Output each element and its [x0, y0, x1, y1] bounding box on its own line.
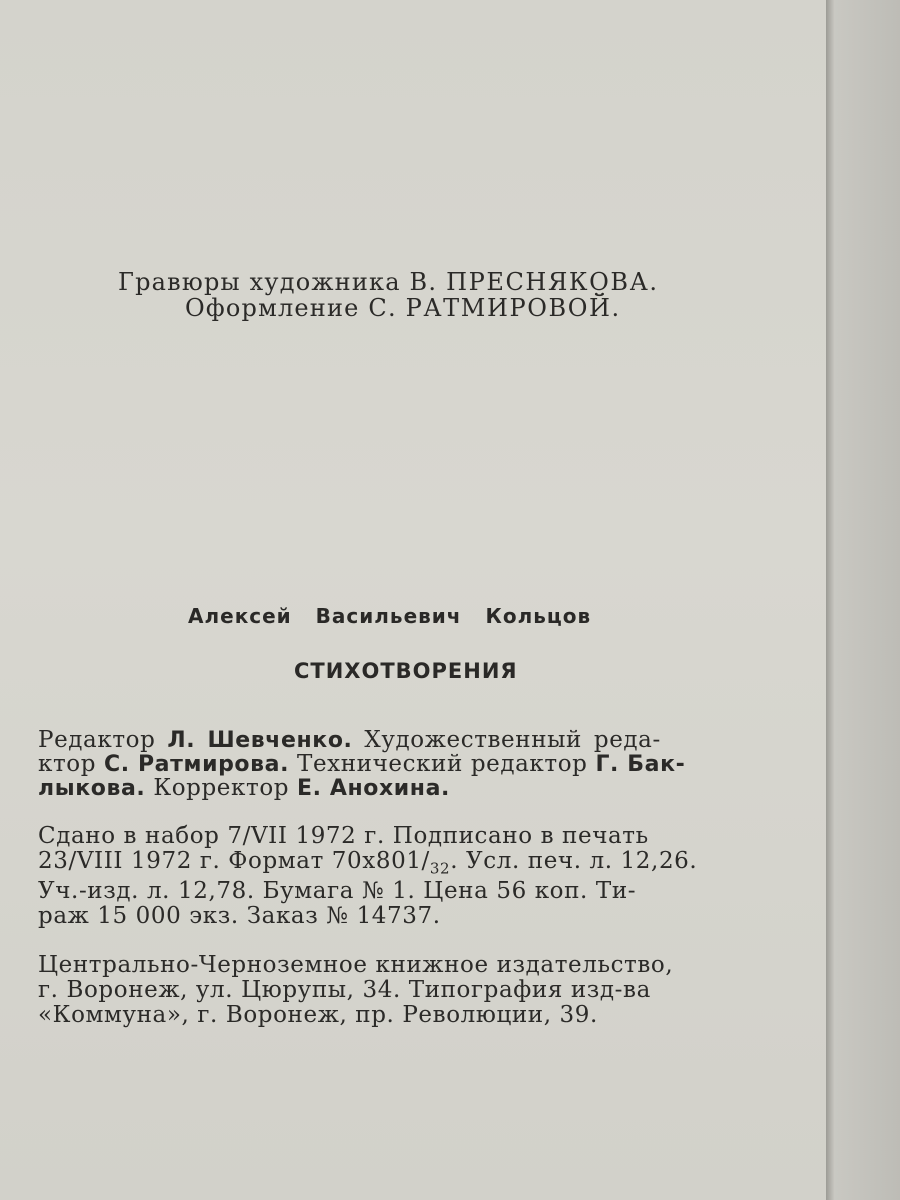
tech-editor-name-1: Г. Бак- — [595, 752, 686, 777]
staff-line-1 — [38, 727, 661, 753]
design-credit — [185, 294, 621, 322]
tech-editor-label: Технический редактор — [297, 751, 588, 777]
editor-label: Редактор — [38, 727, 156, 753]
publisher-line-1: Центрально-Черноземное книжное издательство, — [38, 952, 674, 978]
print-info-format-subscript: 32 — [429, 859, 451, 878]
page-edge — [826, 0, 834, 1200]
corrector-name: Е. Анохина. — [297, 776, 451, 801]
book-title: СТИХОТВОРЕНИЯ — [294, 659, 518, 683]
next-page-backdrop — [834, 0, 900, 1200]
art-editor-label-1: Художественный реда- — [364, 727, 661, 753]
design-prefix: Оформление С. — [185, 294, 397, 322]
print-info-line-1: Сдано в набор 7/VII 1972 г. Подписано в печать — [38, 823, 649, 849]
editor-name: Л. Шевченко. — [167, 728, 353, 753]
staff-line-2 — [38, 751, 685, 777]
print-info-line-3: Уч.-изд. л. 12,78. Бумага № 1. Цена 56 коп. Ти- — [38, 878, 637, 904]
staff-line-3 — [38, 775, 450, 801]
engraver-name: ПРЕСНЯКОВА. — [446, 268, 659, 296]
print-info-sheets: . Усл. печ. л. 12,26. — [450, 848, 698, 874]
publisher-line-3: «Коммуна», г. Воронеж, пр. Революции, 39. — [38, 1002, 598, 1028]
print-info-format: 23/VIII 1972 г. Формат 70х801/ — [38, 848, 430, 874]
designer-name: РАТМИРОВОЙ. — [405, 294, 621, 322]
print-info-line-2 — [38, 848, 697, 878]
publisher-line-2: г. Воронеж, ул. Цюрупы, 34. Типография изд-ва — [38, 977, 651, 1003]
art-editor-name: С. Ратмирова. — [104, 752, 290, 777]
engravings-credit — [118, 268, 659, 296]
art-editor-label-2: ктор — [38, 751, 97, 777]
corrector-label: Корректор — [153, 775, 290, 801]
engravings-prefix: Гравюры художника В. — [118, 268, 438, 296]
print-info-line-4: раж 15 000 экз. Заказ № 14737. — [38, 903, 441, 929]
tech-editor-name-2: лыкова. — [38, 776, 146, 801]
author-name: Алексей Васильевич Кольцов — [188, 604, 592, 628]
